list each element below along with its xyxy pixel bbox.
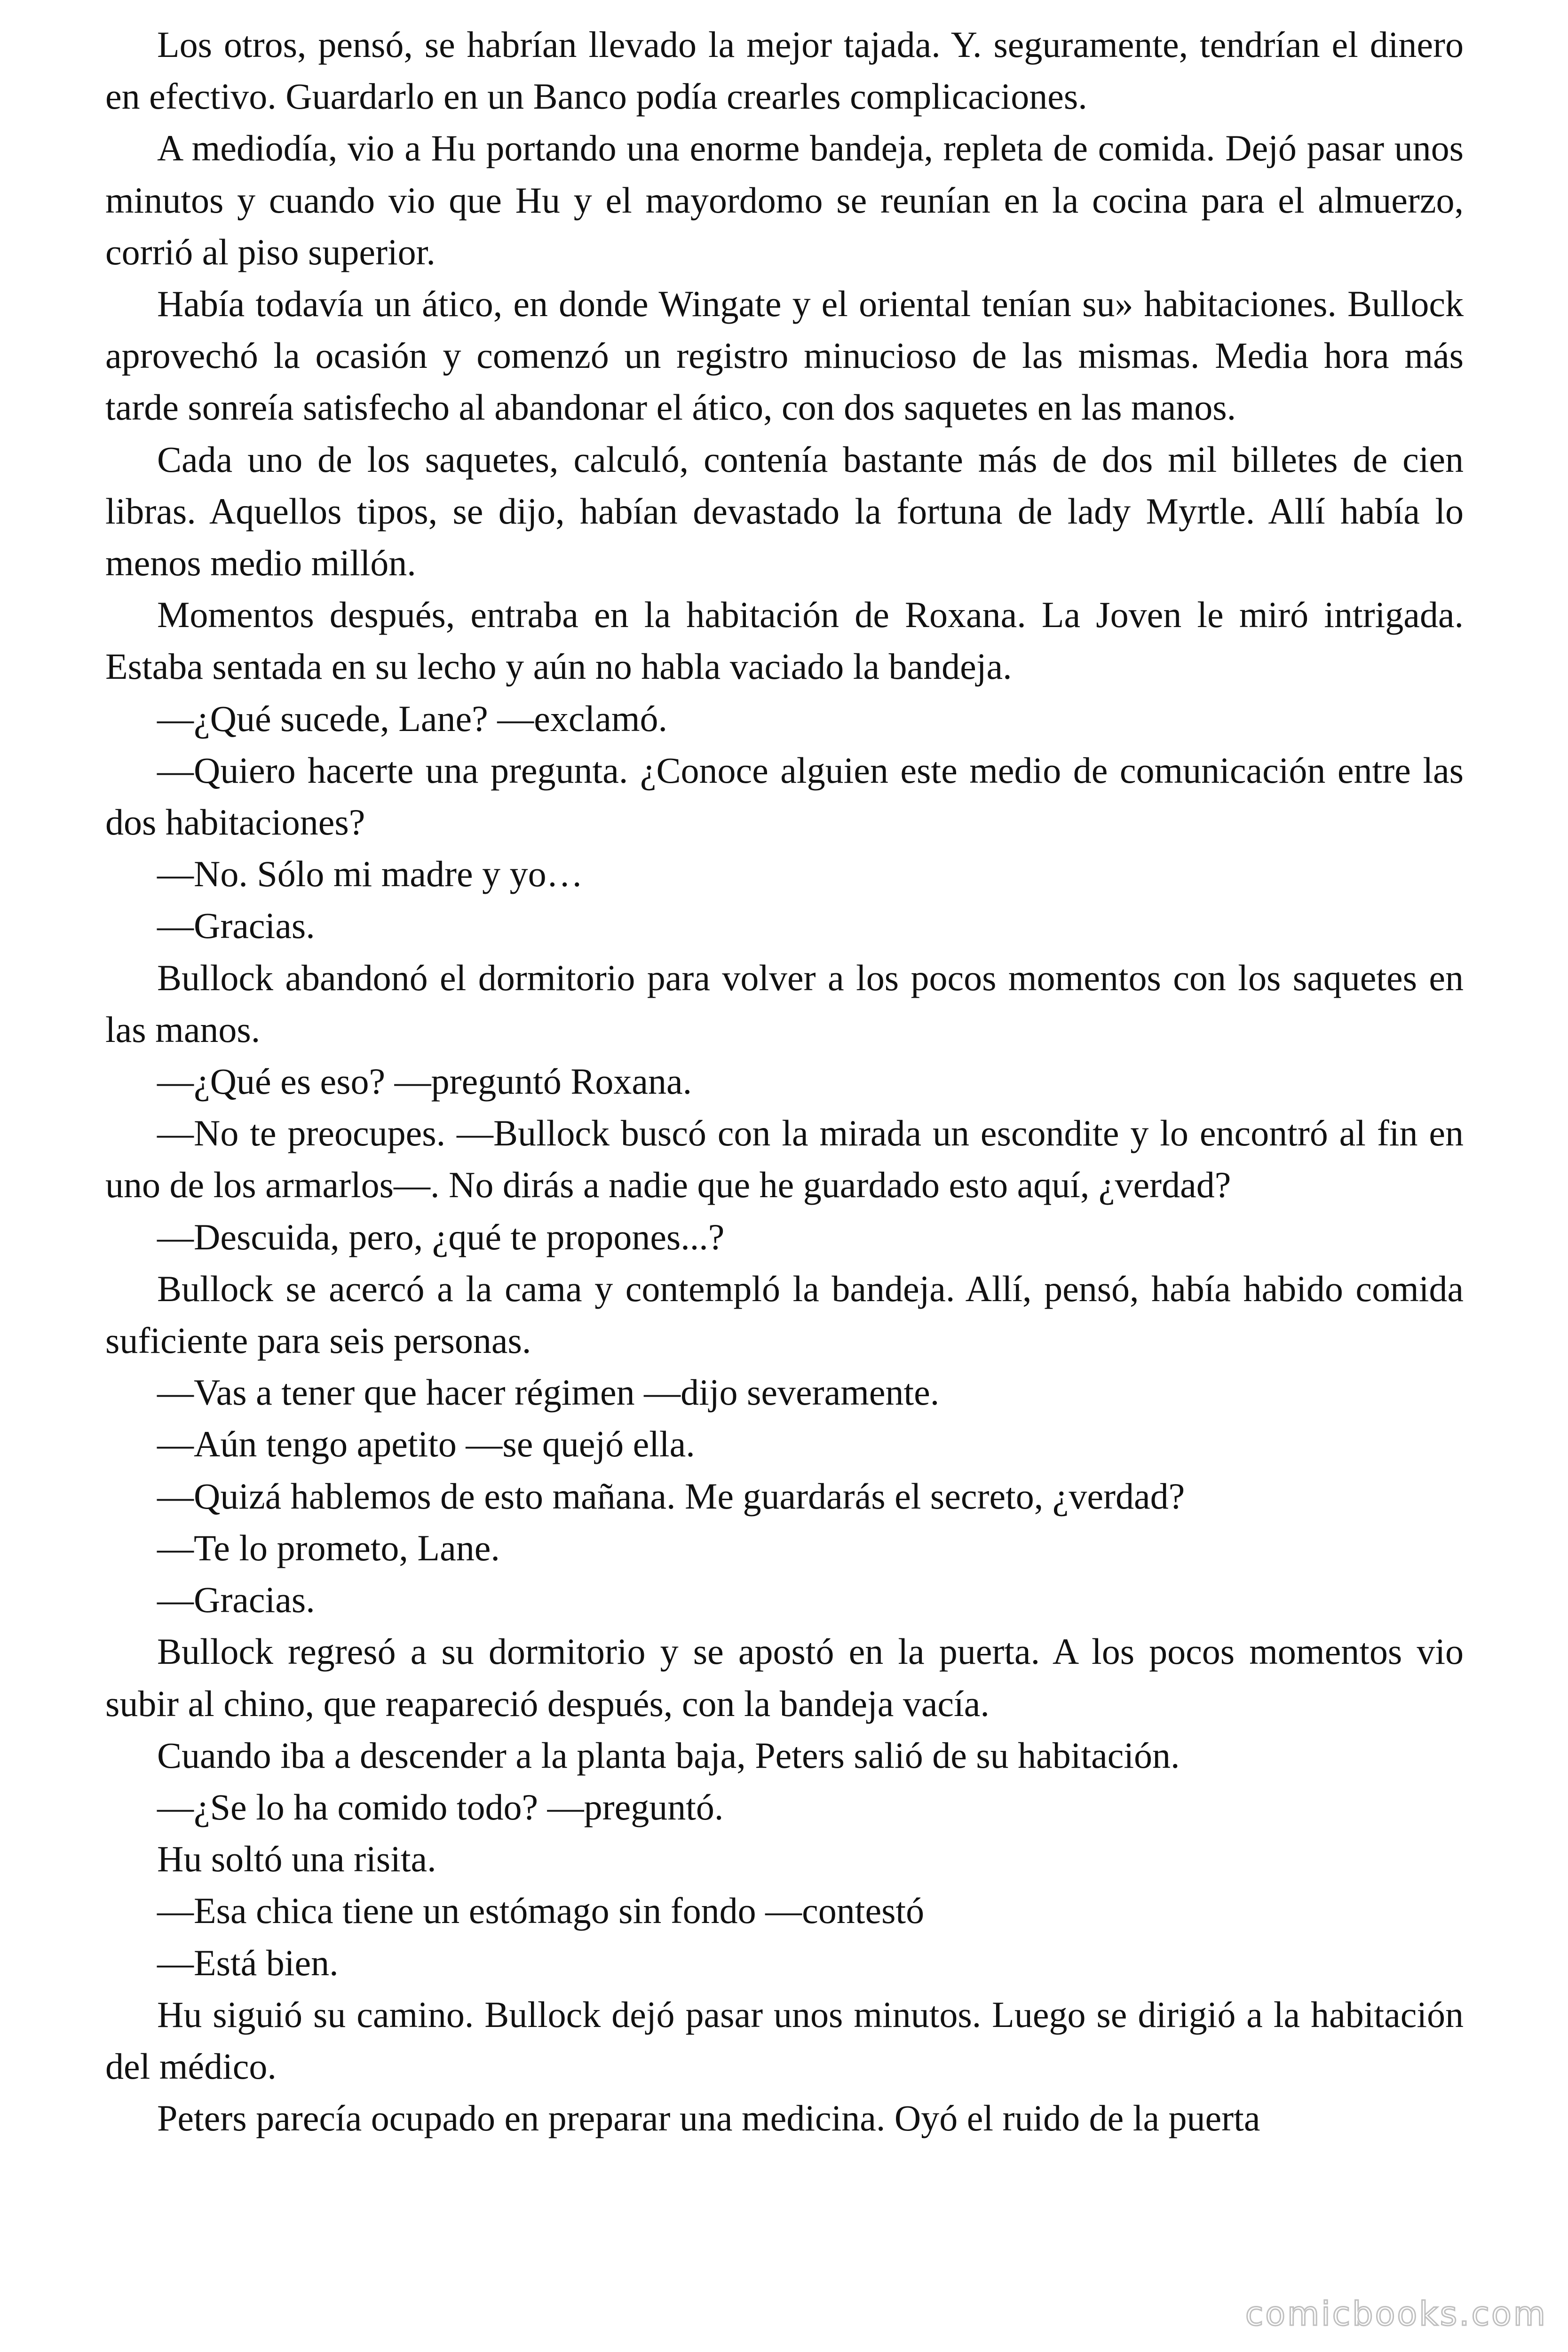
paragraph: Bullock se acercó a la cama y contempló la bandeja. Allí, pensó, había habido comida suficiente para seis personas. <box>105 1268 1464 1361</box>
paragraph: A mediodía, vio a Hu portando una enorme bandeja, repleta de comida. Dejó pasar unos minutos y cuando vio que Hu y el mayordomo se reunían en la cocina para el almuerzo, corrió al piso superior. <box>105 127 1464 272</box>
watermark-logo: comicbooks.com <box>1245 2295 1547 2333</box>
dialogue-line: —¿Se lo ha comido todo? —preguntó. <box>157 1786 724 1828</box>
paragraph: Bullock abandonó el dormitorio para volver a los pocos momentos con los saquetes en las manos. <box>105 957 1464 1050</box>
dialogue-line: —Gracias. <box>157 1579 315 1621</box>
paragraph: Cuando iba a descender a la planta baja, Peters salió de su habitación. <box>157 1734 1180 1776</box>
paragraph: Cada uno de los saquetes, calculó, contenía bastante más de dos mil billetes de cien libras. Aquellos tipos, se dijo, habían devastado la fortuna de lady Myrtle. Allí había lo menos medio millón. <box>105 438 1464 584</box>
dialogue-line: —No te preocupes. —Bullock buscó con la mirada un escondite y lo encontró al fin en uno de los armarlos—. No dirás a nadie que he guardado esto aquí, ¿verdad? <box>105 1112 1464 1206</box>
dialogue-line: —¿Qué es eso? —preguntó Roxana. <box>157 1061 692 1102</box>
paragraph: Bullock regresó a su dormitorio y se apostó en la puerta. A los pocos momentos vio subir al chino, que reapareció después, con la bandeja vacía. <box>105 1631 1464 1724</box>
dialogue-line: —Te lo prometo, Lane. <box>157 1527 500 1568</box>
dialogue-line: —Quizá hablemos de esto mañana. Me guardarás el secreto, ¿verdad? <box>157 1475 1185 1517</box>
dialogue-line: —Gracias. <box>157 905 315 946</box>
paragraph: Había todavía un ático, en donde Wingate y el oriental tenían su» habitaciones. Bullock aprovechó la ocasión y comenzó un registro minucioso de las mismas. Media hora más tarde sonreía satisfecho al abandonar el ático, con dos saquetes en las manos. <box>105 283 1464 428</box>
paragraph: Hu soltó una risita. <box>157 1838 436 1880</box>
paragraph: Peters parecía ocupado en preparar una medicina. Oyó el ruido de la puerta <box>157 2098 1260 2139</box>
dialogue-line: —Está bien. <box>157 1942 339 1983</box>
paragraph: Los otros, pensó, se habrían llevado la mejor tajada. Y. seguramente, tendrían el dinero en efectivo. Guardarlo en un Banco podía crearles complicaciones. <box>105 24 1464 117</box>
dialogue-line: —No. Sólo mi madre y yo… <box>157 853 583 895</box>
dialogue-line: —Descuida, pero, ¿qué te propones...? <box>157 1216 725 1257</box>
dialogue-line: —Aún tengo apetito —se quejó ella. <box>157 1423 695 1465</box>
dialogue-line: —¿Qué sucede, Lane? —exclamó. <box>157 698 667 739</box>
dialogue-line: —Esa chica tiene un estómago sin fondo —contestó <box>157 1890 925 1931</box>
paragraph: Momentos después, entraba en la habitación de Roxana. La Joven le miró intrigada. Estaba sentada en su lecho y aún no habla vaciado la bandeja. <box>105 594 1464 687</box>
paragraph: Hu siguió su camino. Bullock dejó pasar unos minutos. Luego se dirigió a la habitación del médico. <box>105 1994 1464 2087</box>
dialogue-line: —Vas a tener que hacer régimen —dijo severamente. <box>157 1372 940 1413</box>
dialogue-line: —Quiero hacerte una pregunta. ¿Conoce alguien este medio de comunicación entre las dos habitaciones? <box>105 749 1464 843</box>
book-page <box>105 19 1464 2144</box>
